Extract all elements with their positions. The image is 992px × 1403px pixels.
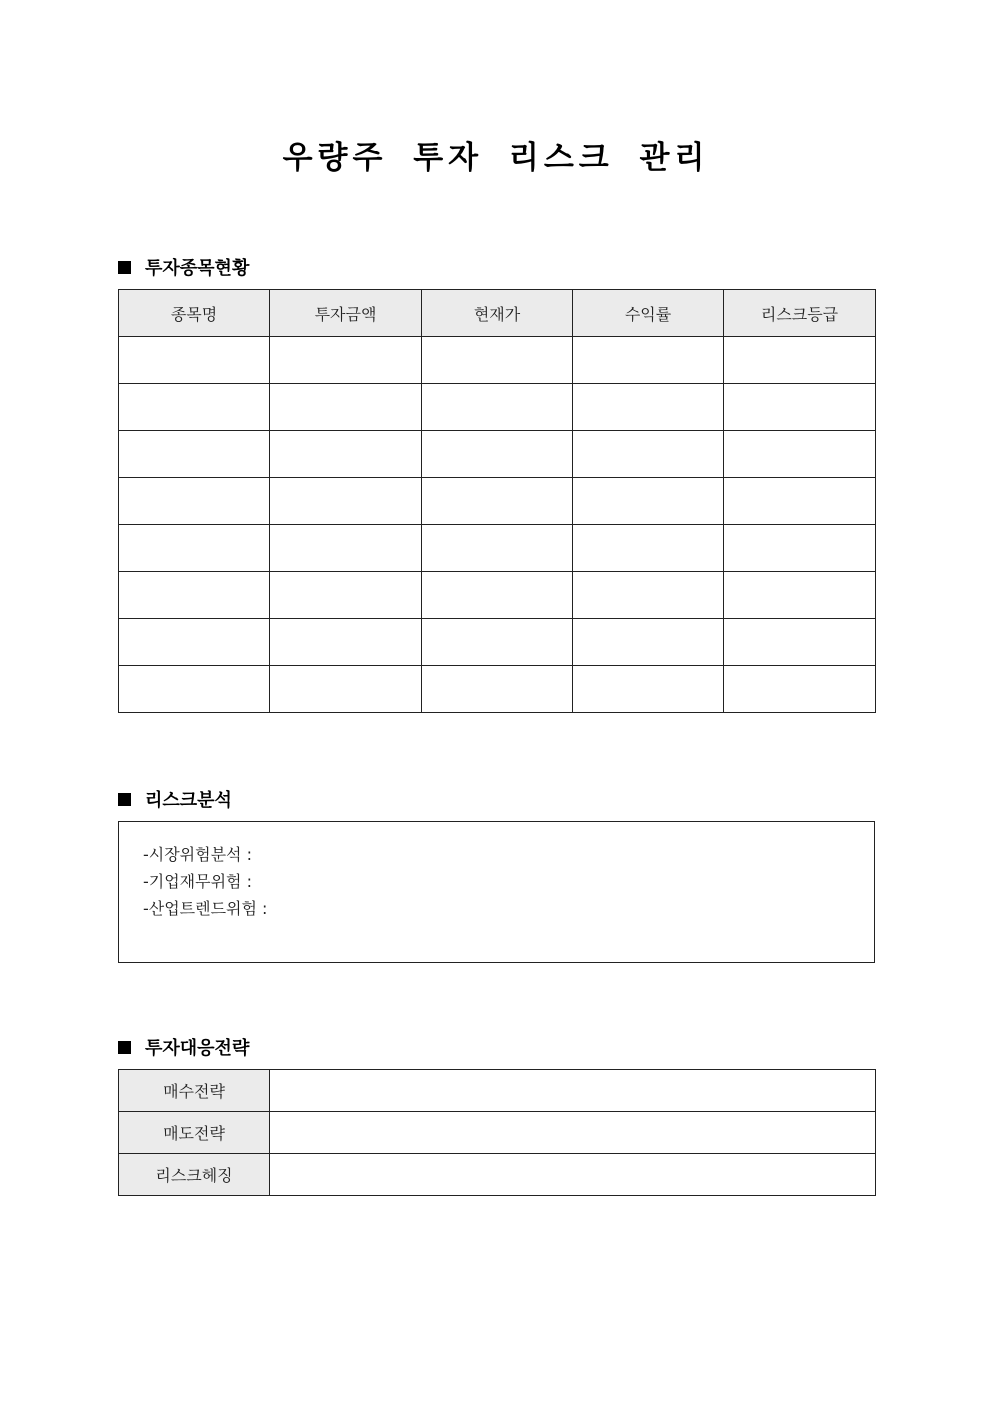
table-cell[interactable] (724, 337, 876, 384)
table-cell[interactable] (422, 666, 573, 713)
table-cell[interactable] (422, 525, 573, 572)
page-title: 우량주 투자 리스크 관리 (282, 140, 710, 176)
table-row (119, 1112, 876, 1154)
table-cell[interactable] (270, 525, 422, 572)
holdings-heading-text: 투자종목현황 (145, 258, 250, 279)
table-row (119, 1154, 876, 1196)
table-cell[interactable] (724, 666, 876, 713)
risk-analysis-box[interactable] (118, 821, 875, 963)
table-cell[interactable] (724, 525, 876, 572)
square-bullet-icon (118, 793, 131, 806)
table-cell[interactable] (119, 525, 270, 572)
square-bullet-icon (118, 261, 131, 274)
holdings-table (118, 289, 876, 713)
table-cell[interactable] (270, 431, 422, 478)
sell-strategy-label: 매도전략 (119, 1112, 270, 1154)
table-cell[interactable] (724, 478, 876, 525)
industry-trend-risk-line: -산업트렌드위험 : (143, 899, 268, 918)
table-cell[interactable] (724, 619, 876, 666)
table-cell[interactable] (270, 666, 422, 713)
strategy-section-heading (118, 1034, 249, 1060)
table-cell[interactable] (724, 572, 876, 619)
market-risk-line: -시장위험분석 : (143, 845, 252, 864)
buy-strategy-field[interactable] (270, 1070, 876, 1112)
risk-hedging-label: 리스크헤징 (119, 1154, 270, 1196)
table-cell[interactable] (270, 384, 422, 431)
risk-hedging-field[interactable] (270, 1154, 876, 1196)
table-cell[interactable] (573, 384, 724, 431)
table-cell[interactable] (573, 431, 724, 478)
strategy-heading-text: 투자대응전략 (145, 1038, 250, 1059)
table-cell[interactable] (270, 478, 422, 525)
table-row (119, 431, 876, 478)
buy-strategy-label: 매수전략 (119, 1070, 270, 1112)
risk-analysis-section-heading (118, 786, 232, 812)
table-row (119, 337, 876, 384)
table-header-row (119, 290, 876, 337)
table-cell[interactable] (119, 431, 270, 478)
table-row (119, 572, 876, 619)
table-cell[interactable] (270, 572, 422, 619)
column-header-risk-grade: 리스크등급 (724, 290, 876, 337)
table-cell[interactable] (119, 666, 270, 713)
strategy-table (118, 1069, 876, 1196)
table-cell[interactable] (422, 478, 573, 525)
table-cell[interactable] (119, 572, 270, 619)
table-cell[interactable] (573, 619, 724, 666)
table-row (119, 619, 876, 666)
table-cell[interactable] (270, 619, 422, 666)
table-cell[interactable] (724, 384, 876, 431)
table-cell[interactable] (573, 666, 724, 713)
table-cell[interactable] (119, 337, 270, 384)
table-cell[interactable] (119, 384, 270, 431)
table-cell[interactable] (573, 572, 724, 619)
table-cell[interactable] (119, 478, 270, 525)
column-header-return-rate: 수익률 (573, 290, 724, 337)
risk-analysis-heading-text: 리스크분석 (145, 790, 232, 811)
corporate-financial-risk-line: -기업재무위험 : (143, 872, 252, 891)
table-cell[interactable] (724, 431, 876, 478)
table-row (119, 1070, 876, 1112)
table-cell[interactable] (422, 619, 573, 666)
column-header-investment-amount: 투자금액 (270, 290, 422, 337)
table-cell[interactable] (422, 337, 573, 384)
table-cell[interactable] (573, 525, 724, 572)
table-cell[interactable] (422, 572, 573, 619)
table-cell[interactable] (573, 478, 724, 525)
column-header-current-price: 현재가 (422, 290, 573, 337)
table-row (119, 384, 876, 431)
table-cell[interactable] (270, 337, 422, 384)
table-cell[interactable] (422, 431, 573, 478)
table-cell[interactable] (573, 337, 724, 384)
table-row (119, 666, 876, 713)
sell-strategy-field[interactable] (270, 1112, 876, 1154)
table-cell[interactable] (422, 384, 573, 431)
square-bullet-icon (118, 1041, 131, 1054)
table-cell[interactable] (119, 619, 270, 666)
table-row (119, 525, 876, 572)
holdings-section-heading (118, 254, 249, 280)
table-row (119, 478, 876, 525)
column-header-stock-name: 종목명 (119, 290, 270, 337)
